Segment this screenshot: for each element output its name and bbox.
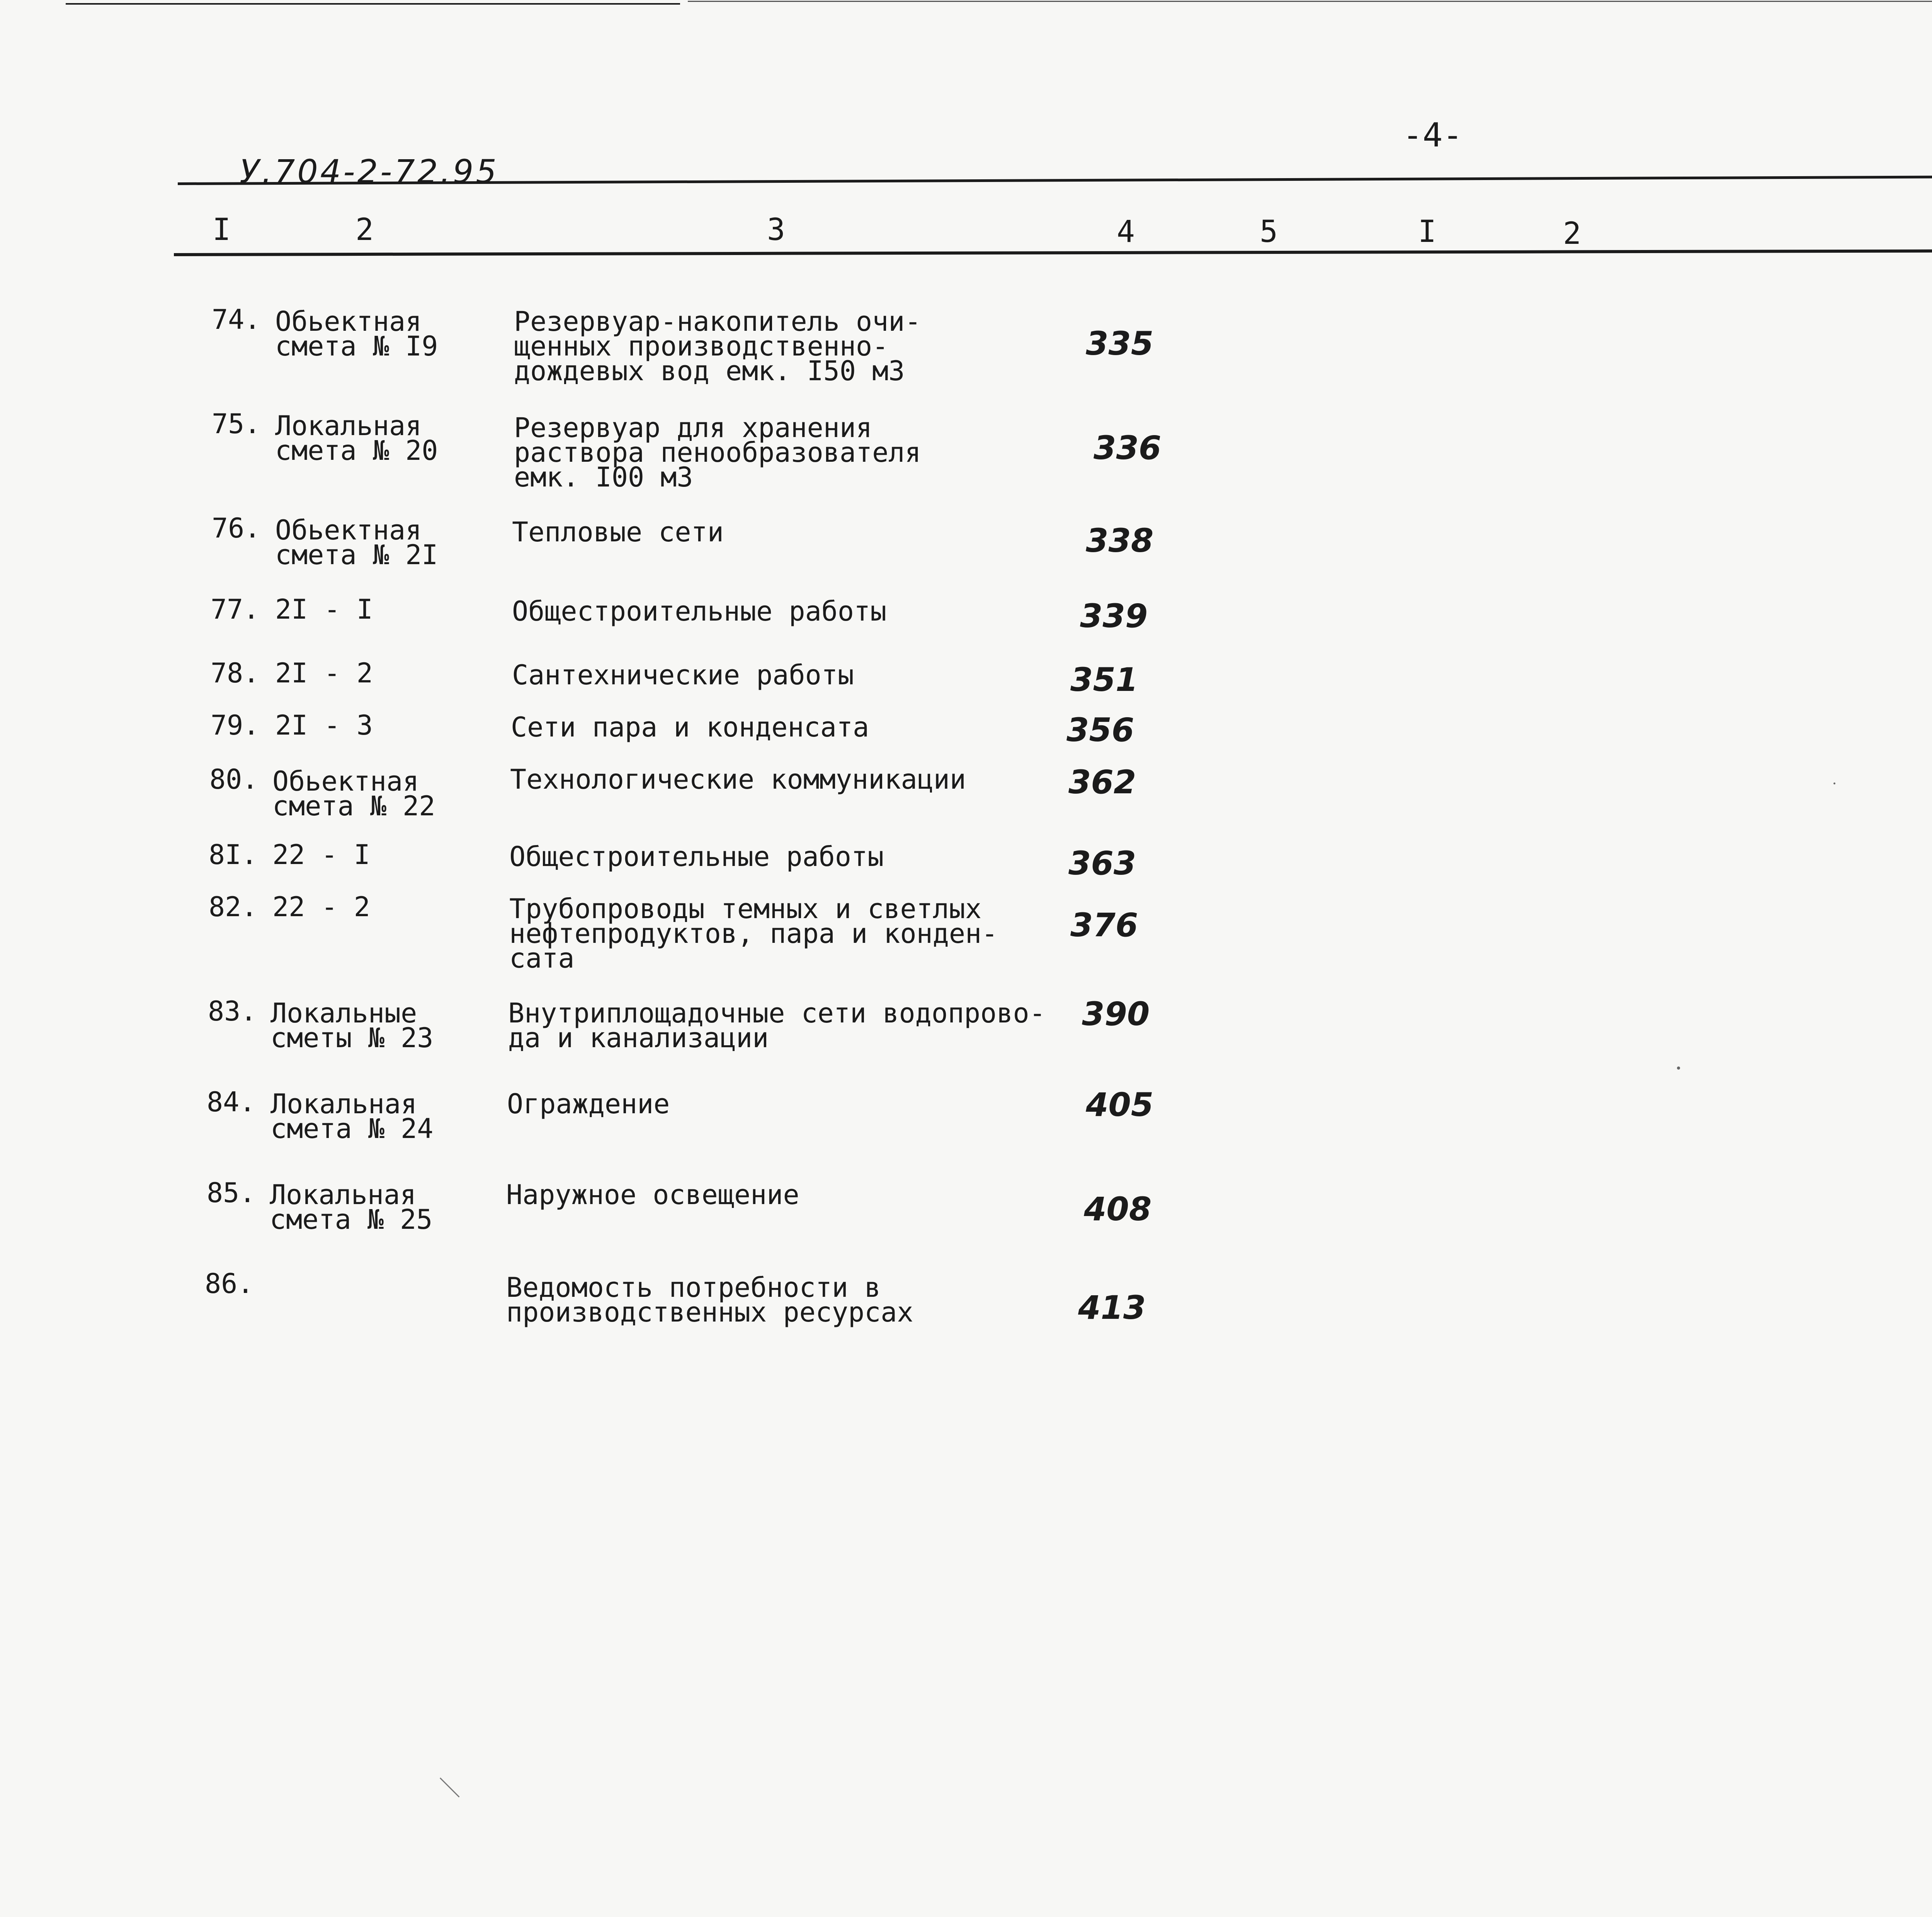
row-number: 77. bbox=[211, 594, 260, 625]
row-title: Общестроительные работы bbox=[512, 595, 887, 627]
row-title: Трубопроводы темных и светлых нефтепродуктов, пара и конден- сата bbox=[509, 893, 998, 974]
document-code: У.704-2-72.95 bbox=[240, 153, 499, 191]
row-title: Общестроительные работы bbox=[509, 841, 884, 873]
row-document: Обьектная смета № 2I bbox=[275, 514, 438, 571]
page-number: -4- bbox=[1403, 116, 1463, 155]
scan-speck bbox=[1833, 782, 1835, 784]
row-page: 362 bbox=[1068, 763, 1136, 801]
row-number: 84. bbox=[207, 1086, 256, 1118]
row-page: 390 bbox=[1082, 995, 1150, 1033]
row-title: Внутриплощадочные сети водопрово- да и канализации bbox=[508, 997, 1046, 1054]
row-page: 356 bbox=[1066, 711, 1134, 749]
scan-edge-line bbox=[688, 1, 1932, 2]
row-title: Тепловые сети bbox=[512, 516, 724, 548]
col-header-5: 5 bbox=[1260, 214, 1278, 249]
row-document: Локальные сметы № 23 bbox=[270, 997, 434, 1054]
row-document: 22 - I bbox=[272, 839, 370, 871]
row-title: Резервуар для хранения раствора пенообразователя емк. I00 м3 bbox=[514, 412, 921, 493]
row-document: Локальная смета № 20 bbox=[275, 410, 438, 466]
row-page: 336 bbox=[1094, 429, 1162, 467]
row-document: 2I - 2 bbox=[275, 657, 373, 689]
col-header-3: 3 bbox=[767, 213, 785, 247]
row-document: 2I - I bbox=[275, 594, 373, 625]
header-bottom-rule bbox=[174, 248, 1932, 256]
col-header-7: 2 bbox=[1563, 216, 1581, 251]
row-title: Сети пара и конденсата bbox=[511, 711, 869, 743]
row-number: 75. bbox=[212, 408, 261, 440]
row-number: 76. bbox=[212, 512, 261, 544]
row-number: 80. bbox=[209, 764, 259, 795]
row-number: 82. bbox=[209, 891, 258, 923]
scan-edge-line bbox=[66, 3, 680, 5]
row-page: 376 bbox=[1070, 906, 1138, 944]
row-document: 2I - 3 bbox=[275, 709, 373, 741]
scan-speck bbox=[1677, 1067, 1680, 1070]
row-page: 363 bbox=[1068, 844, 1136, 882]
row-document: Обьектная смета № I9 bbox=[275, 306, 438, 362]
row-title: Ведомость потребности в производственных ресурсах bbox=[506, 1272, 913, 1328]
row-page: 338 bbox=[1086, 522, 1154, 560]
row-title: Наружное освещение bbox=[506, 1179, 799, 1211]
row-page: 351 bbox=[1070, 661, 1138, 699]
row-page: 335 bbox=[1086, 325, 1154, 362]
row-number: 79. bbox=[211, 709, 260, 741]
row-number: 8I. bbox=[209, 839, 258, 871]
row-document: 22 - 2 bbox=[272, 891, 370, 923]
row-title: Резервуар-накопитель очи- щенных производственно- дождевых вод емк. I50 м3 bbox=[514, 306, 921, 387]
row-number: 78. bbox=[211, 657, 260, 689]
row-document: Локальная смета № 24 bbox=[270, 1088, 434, 1145]
col-header-6: I bbox=[1418, 214, 1436, 249]
row-page: 413 bbox=[1078, 1289, 1146, 1327]
row-page: 339 bbox=[1080, 597, 1148, 635]
row-title: Сантехнические работы bbox=[512, 659, 854, 691]
row-page: 408 bbox=[1084, 1190, 1152, 1228]
col-header-4: 4 bbox=[1117, 214, 1135, 249]
row-document: Локальная смета № 25 bbox=[270, 1179, 433, 1235]
col-header-2: 2 bbox=[355, 213, 374, 247]
row-page: 405 bbox=[1086, 1086, 1154, 1124]
row-number: 86. bbox=[205, 1268, 254, 1300]
row-title: Ограждение bbox=[507, 1088, 670, 1120]
col-header-1: I bbox=[213, 213, 231, 247]
row-number: 85. bbox=[207, 1177, 256, 1209]
scan-scratch bbox=[440, 1778, 460, 1798]
row-number: 83. bbox=[208, 995, 257, 1027]
row-number: 74. bbox=[212, 304, 261, 335]
row-document: Обьектная смета № 22 bbox=[272, 765, 435, 822]
row-title: Технологические коммуникации bbox=[510, 764, 966, 795]
